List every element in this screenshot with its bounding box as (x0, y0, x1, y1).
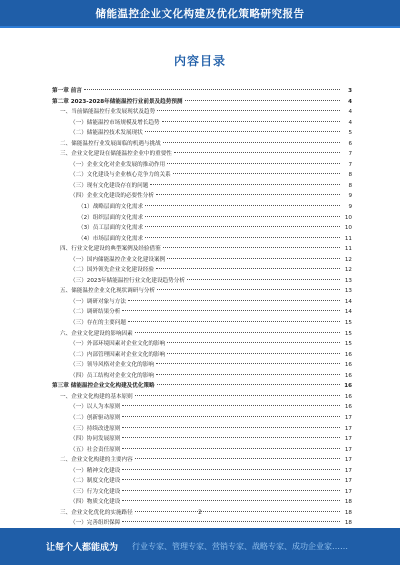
toc-entry-title: （一）企业文化对企业发展的推动作用 (70, 161, 166, 168)
toc-dot-leader (122, 448, 340, 449)
toc-entry[interactable] (52, 86, 352, 97)
toc-entry-page: 17 (344, 478, 352, 485)
toc-entry-title: （一）调研对象与方法 (70, 298, 126, 305)
toc-entry-title: 一、当前储能温控行业发展现状及趋势 (60, 109, 156, 116)
toc-entry-page: 14 (344, 309, 352, 316)
toc-dot-leader (122, 500, 340, 501)
toc-entry-title: （3）员工层面的文化需求 (78, 225, 144, 232)
toc-entry-page: 17 (344, 467, 352, 474)
toc-entry[interactable] (52, 170, 352, 181)
toc-dot-leader (135, 395, 340, 396)
toc-entry-page: 17 (344, 446, 352, 453)
toc-entry-title: 三、企业文化优化的实施路径 (60, 509, 133, 516)
toc-dot-leader (122, 437, 340, 438)
toc-entry[interactable] (52, 360, 352, 371)
toc-entry-page: 10 (344, 225, 352, 232)
report-header-bar (0, 0, 400, 28)
toc-entry[interactable] (52, 191, 352, 202)
toc-entry[interactable] (52, 371, 352, 382)
footer-tagline: 行业专家、管理专家、营销专家、战略专家、成功企业家…… (132, 542, 349, 551)
toc-entry-page: 7 (348, 161, 352, 168)
toc-dot-leader (163, 247, 340, 248)
toc-entry-page: 17 (344, 457, 352, 464)
toc-dot-leader (167, 342, 340, 343)
toc-dot-leader (162, 121, 340, 122)
toc-entry[interactable] (52, 381, 352, 392)
toc-entry-page: 18 (344, 499, 352, 506)
toc-entry-title: （五）社会责任原则 (70, 446, 121, 453)
toc-dot-leader (135, 458, 340, 459)
toc-entry[interactable] (52, 202, 352, 213)
toc-dot-leader (128, 300, 340, 301)
toc-entry[interactable] (52, 128, 352, 139)
toc-entry-page: 4 (348, 98, 352, 105)
toc-dot-leader (122, 416, 340, 417)
toc-entry-page: 12 (344, 267, 352, 274)
toc-entry[interactable] (52, 276, 352, 287)
toc-entry-title: （四）员工结构对企业文化的影响 (70, 372, 154, 379)
toc-entry-title: 第三章 储能温控企业文化构建及优化策略 (52, 383, 155, 390)
toc-entry[interactable] (52, 476, 352, 487)
toc-dot-leader (84, 89, 340, 90)
toc-dot-leader (167, 353, 340, 354)
toc-dot-leader (122, 469, 340, 470)
toc-entry-page: 16 (344, 404, 352, 411)
toc-entry-title: 一、企业文化构建的基本原则 (60, 393, 133, 400)
toc-entry[interactable] (52, 445, 352, 456)
toc-dot-leader (167, 258, 340, 259)
toc-entry[interactable] (52, 434, 352, 445)
toc-entry[interactable] (52, 255, 352, 266)
toc-entry[interactable] (52, 149, 352, 160)
toc-entry[interactable] (52, 339, 352, 350)
toc-entry-title: （一）储能温控市场规模及增长趋势 (70, 119, 160, 126)
toc-entry-page: 15 (344, 320, 352, 327)
toc-entry-page: 16 (344, 372, 352, 379)
toc-entry[interactable] (52, 487, 352, 498)
footer-slogan: 让每个人都能成为 (46, 543, 119, 553)
toc-dot-leader (157, 289, 340, 290)
toc-entry[interactable] (52, 318, 352, 329)
toc-entry[interactable] (52, 223, 352, 234)
toc-dot-leader (157, 110, 340, 111)
toc-entry[interactable] (52, 107, 352, 118)
toc-entry-title: （一）外部环境因素对企业文化的影响 (70, 341, 166, 348)
toc-dot-leader (122, 490, 340, 491)
toc-entry-page: 11 (344, 235, 352, 242)
footer-bar (0, 528, 400, 565)
toc-entry-title: （三）领导风格对企业文化的影响 (70, 362, 154, 369)
toc-entry-title: 第一章 前言 (52, 88, 82, 94)
toc-entry-title: 六、企业文化建设的影响因素 (60, 330, 133, 337)
toc-entry-page: 16 (344, 362, 352, 369)
toc-entry-title: （2）组织层面的文化需求 (78, 214, 144, 221)
toc-dot-leader (145, 205, 340, 206)
toc-entry-title: （四）企业文化建设的必要性分析 (70, 193, 154, 200)
toc-dot-leader (122, 427, 340, 428)
toc-entry-page: 15 (344, 341, 352, 348)
toc-entry-page: 5 (348, 130, 352, 137)
toc-entry[interactable] (52, 350, 352, 361)
toc-entry-title: （4）市场层面的文化需求 (78, 235, 144, 242)
page-number: 2 (198, 509, 202, 516)
toc-dot-leader (163, 142, 340, 143)
toc-entry-page: 11 (344, 246, 352, 253)
table-of-contents (52, 86, 352, 540)
toc-entry-title: 五、储能温控企业文化现状调研与分析 (60, 288, 156, 295)
toc-entry-title: 二、储能温控行业发展面临的机遇与挑战 (60, 140, 161, 147)
toc-entry-title: （二）内部管理因素对企业文化的影响 (70, 351, 166, 358)
toc-entry-title: 三、企业文化建设在储能温控企业中的重要性 (60, 151, 172, 158)
toc-dot-leader (122, 405, 340, 406)
toc-entry[interactable] (52, 424, 352, 435)
toc-entry-title: （一）以人为本原则 (70, 404, 121, 411)
toc-entry[interactable] (52, 97, 352, 108)
toc-entry-page: 16 (344, 351, 352, 358)
toc-heading: 内容目录 (173, 54, 226, 68)
toc-entry[interactable] (52, 139, 352, 150)
toc-entry-page: 8 (348, 172, 352, 179)
toc-entry-page: 14 (344, 298, 352, 305)
toc-entry[interactable] (52, 455, 352, 466)
toc-dot-leader (145, 216, 340, 217)
toc-entry-page: 13 (344, 277, 352, 284)
toc-entry[interactable] (52, 286, 352, 297)
toc-entry[interactable] (52, 329, 352, 340)
toc-entry[interactable] (52, 402, 352, 413)
toc-entry-title: 四、行业文化建设的典型案例及经验借鉴 (60, 246, 161, 253)
toc-entry-page: 15 (344, 330, 352, 337)
toc-entry-title: （三）行为文化建设 (70, 488, 121, 495)
toc-entry-page: 17 (344, 414, 352, 421)
toc-entry[interactable] (52, 181, 352, 192)
toc-entry-title: （二）储能温控技术发展现状 (70, 130, 143, 137)
toc-dot-leader (122, 521, 340, 522)
toc-entry-page: 16 (344, 383, 352, 390)
toc-dot-leader (122, 310, 340, 311)
toc-entry[interactable] (52, 118, 352, 129)
toc-entry[interactable] (52, 413, 352, 424)
toc-entry-title: （一）国内储能温控企业文化建设案例 (70, 256, 166, 263)
toc-entry[interactable] (52, 213, 352, 224)
toc-dot-leader (145, 131, 340, 132)
toc-entry-title: 第二章 2023-2028年储能温控行业前景及趋势预测 (52, 98, 183, 105)
toc-entry-page: 4 (348, 119, 352, 126)
toc-entry-page: 7 (348, 151, 352, 158)
toc-dot-leader (156, 194, 340, 195)
toc-entry-page: 13 (344, 288, 352, 295)
toc-dot-leader (174, 152, 340, 153)
toc-entry-page: 18 (344, 509, 352, 516)
toc-entry[interactable] (52, 265, 352, 276)
toc-dot-leader (150, 184, 340, 185)
toc-dot-leader (156, 268, 340, 269)
toc-entry[interactable] (52, 244, 352, 255)
toc-entry-page: 10 (344, 214, 352, 221)
toc-dot-leader (156, 374, 340, 375)
toc-entry-page: 16 (344, 393, 352, 400)
toc-entry-page: 4 (348, 109, 352, 116)
toc-entry-title: （三）存在的主要问题 (70, 320, 126, 327)
toc-dot-leader (187, 279, 340, 280)
toc-dot-leader (173, 173, 340, 174)
toc-dot-leader (128, 321, 340, 322)
toc-entry-page: 8 (348, 182, 352, 189)
toc-entry[interactable] (52, 307, 352, 318)
toc-dot-leader (122, 479, 340, 480)
toc-entry-title: （二）制度文化建设 (70, 478, 121, 485)
toc-entry-title: （四）协同发展原则 (70, 436, 121, 443)
toc-dot-leader (145, 226, 340, 227)
toc-entry-title: （四）物质文化建设 (70, 499, 121, 506)
toc-entry[interactable] (52, 234, 352, 245)
toc-entry-page: 18 (344, 520, 352, 527)
toc-entry-title: （二）调研结果分析 (70, 309, 121, 316)
report-title: 储能温控企业文化构建及优化策略研究报告 (95, 7, 305, 20)
toc-entry-title: （1）战略层面的文化需求 (78, 204, 144, 211)
toc-dot-leader (157, 384, 340, 385)
toc-entry-page: 9 (348, 204, 352, 211)
toc-entry[interactable] (52, 297, 352, 308)
toc-entry-title: （二）文化建设与企业核心竞争力的关系 (70, 172, 171, 179)
toc-entry-title: （二）国外领先企业文化建设经验 (70, 267, 154, 274)
toc-entry-title: （三）2023年储能温控行业文化建设趋势分析 (70, 277, 185, 284)
toc-entry-page: 3 (348, 88, 352, 94)
toc-entry-page: 17 (344, 436, 352, 443)
toc-entry-title: 二、企业文化构建的主要内容 (60, 457, 133, 464)
toc-entry-page: 17 (344, 488, 352, 495)
toc-entry[interactable] (52, 160, 352, 171)
toc-dot-leader (167, 163, 340, 164)
toc-entry-title: （三）持续改进原则 (70, 425, 121, 432)
toc-dot-leader (156, 363, 340, 364)
toc-entry-page: 6 (348, 140, 352, 147)
toc-dot-leader (185, 100, 340, 101)
toc-entry-title: （二）创新驱动原则 (70, 414, 121, 421)
toc-dot-leader (145, 237, 340, 238)
toc-entry-page: 9 (348, 193, 352, 200)
toc-entry[interactable] (52, 392, 352, 403)
toc-entry[interactable] (52, 497, 352, 508)
toc-dot-leader (135, 332, 340, 333)
toc-entry-title: （三）现有文化建设存在的问题 (70, 182, 149, 189)
toc-entry-page: 17 (344, 425, 352, 432)
toc-entry-title: （一）精神文化建设 (70, 467, 121, 474)
toc-entry-page: 12 (344, 256, 352, 263)
toc-entry-title: （一）完善组织保障 (70, 520, 121, 527)
toc-entry[interactable] (52, 466, 352, 477)
